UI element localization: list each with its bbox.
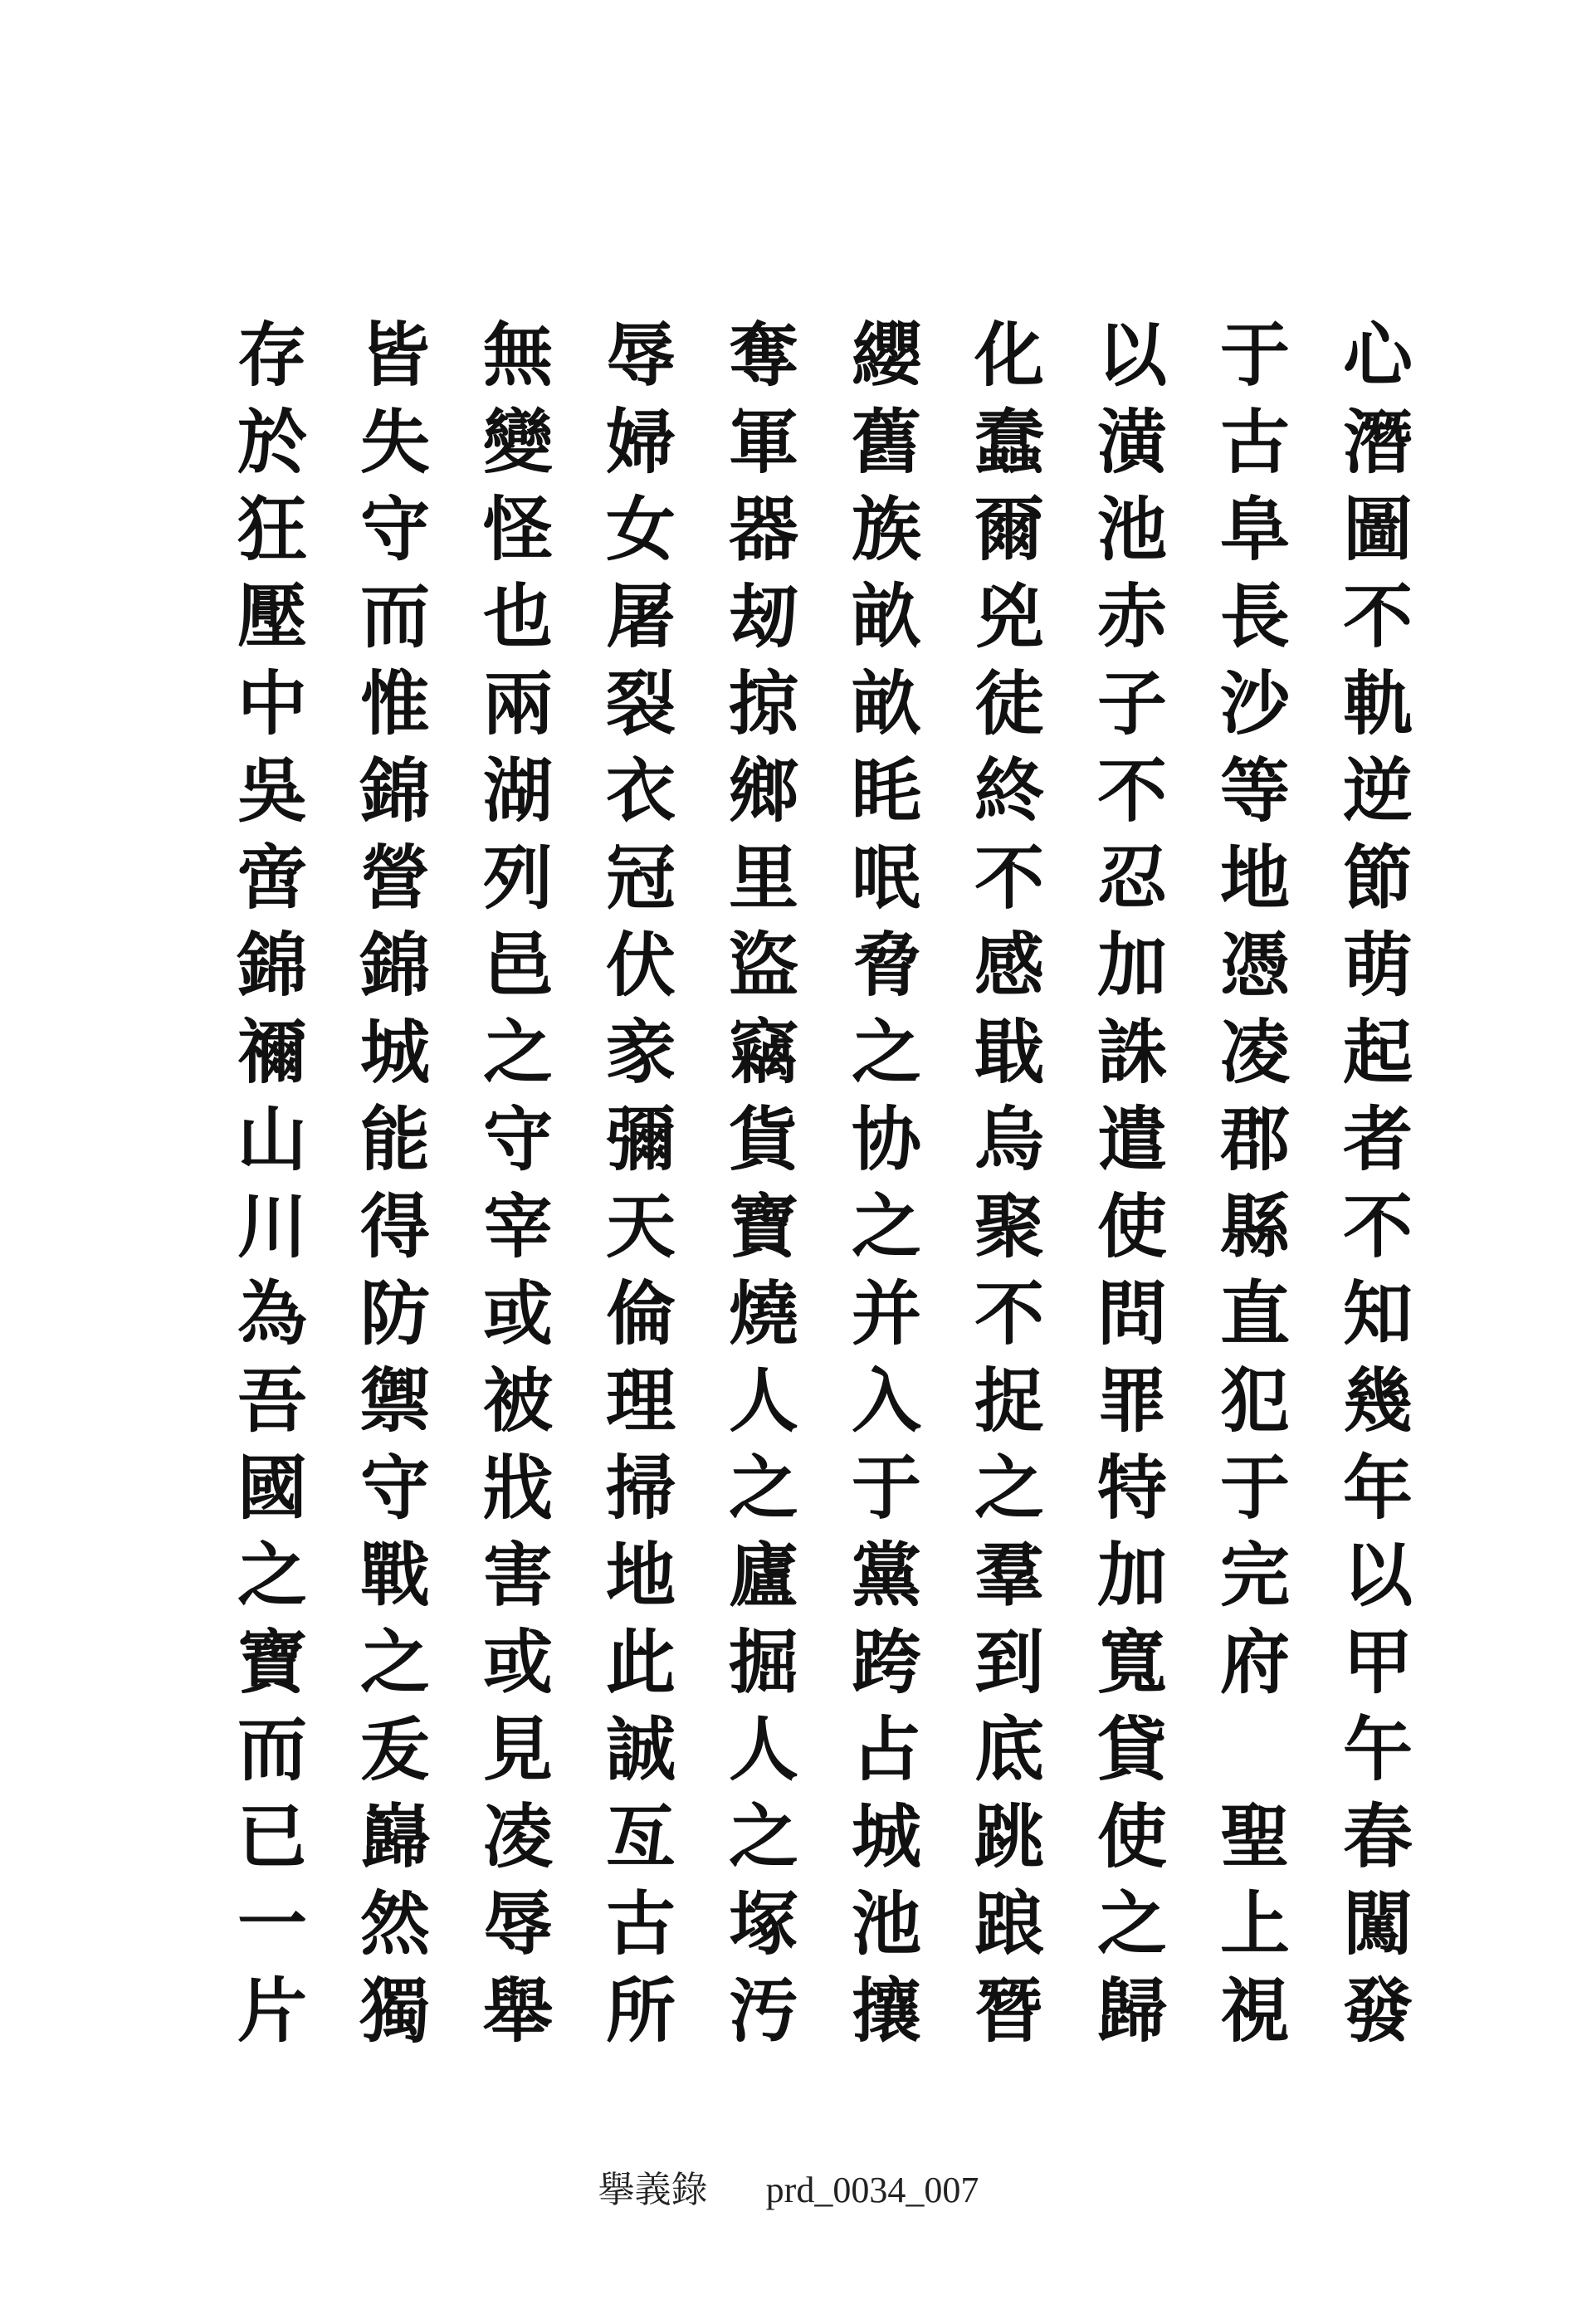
text-char: 地 <box>1219 837 1290 919</box>
text-char: 害 <box>482 1534 553 1616</box>
text-char: 豙 <box>605 1011 676 1093</box>
text-char: 存 <box>237 314 307 396</box>
text-char: 之 <box>482 1011 553 1093</box>
text-char: 貸 <box>1096 1708 1167 1790</box>
text-char: 天 <box>605 1185 676 1267</box>
text-char: 倫 <box>605 1272 676 1355</box>
text-char: 地 <box>605 1534 676 1616</box>
text-char: 變 <box>482 401 553 483</box>
text-char: 衣 <box>605 749 676 832</box>
text-char: 古 <box>605 1882 676 1965</box>
text-char: 加 <box>1096 924 1167 1006</box>
text-char: 犯 <box>1219 1360 1290 1442</box>
text-char: 宰 <box>482 1185 553 1267</box>
text-column-7 <box>583 311 699 2054</box>
text-char: 于 <box>1219 314 1290 396</box>
page-footer <box>0 2160 1577 2213</box>
text-char: 于 <box>851 1447 921 1529</box>
text-char: 錦 <box>237 924 307 1006</box>
text-char: 貨 <box>728 1098 798 1180</box>
text-char: 寶 <box>728 1185 798 1267</box>
text-char: 奪 <box>728 314 798 396</box>
text-char: 兩 <box>482 662 553 745</box>
text-char: 而 <box>237 1708 307 1790</box>
text-char: 鄉 <box>728 749 798 832</box>
text-char: 問 <box>1096 1272 1167 1355</box>
text-char: 之 <box>974 1447 1044 1529</box>
text-char: 狂 <box>237 488 307 570</box>
text-char: 直 <box>1219 1272 1290 1355</box>
text-char: 族 <box>851 488 921 570</box>
text-char: 盜 <box>728 924 798 1006</box>
text-char: 赤 <box>1096 575 1167 657</box>
text-char: 攘 <box>851 1970 921 2052</box>
text-char: 冠 <box>605 837 676 919</box>
text-char: 上 <box>1219 1882 1290 1965</box>
footer-code: prd_0034_007 <box>765 2170 979 2210</box>
text-char: 也 <box>482 575 553 657</box>
text-char: 蠢 <box>974 401 1044 483</box>
text-char: 人 <box>728 1360 798 1442</box>
text-column-9 <box>337 311 453 2054</box>
text-char: 終 <box>974 749 1044 832</box>
text-char: 之 <box>359 1621 430 1703</box>
text-char: 錦 <box>359 749 430 832</box>
text-char: 闖 <box>1342 1882 1413 1965</box>
text-char: 潢 <box>1096 401 1167 483</box>
text-char: 湖 <box>482 749 553 832</box>
text-char: 阜 <box>1219 488 1290 570</box>
text-char: 跳 <box>974 1795 1044 1877</box>
text-char: 之 <box>851 1185 921 1267</box>
text-char: 畝 <box>851 575 921 657</box>
text-char: 守 <box>359 1447 430 1529</box>
text-char: 聚 <box>974 1185 1044 1267</box>
text-char: 得 <box>359 1185 430 1267</box>
text-char: 川 <box>237 1185 307 1267</box>
text-char: 起 <box>1342 1011 1413 1093</box>
text-char: 黨 <box>851 1534 921 1616</box>
text-char: 誅 <box>1096 1011 1167 1093</box>
text-char: 廬 <box>728 1534 798 1616</box>
text-char: 占 <box>851 1708 921 1790</box>
text-char: 完 <box>1219 1534 1290 1616</box>
text-char: 汚 <box>728 1970 798 2052</box>
text-char: 凌 <box>1219 1011 1290 1093</box>
text-char: 凌 <box>482 1795 553 1877</box>
text-char: 能 <box>359 1098 430 1180</box>
text-char: 誠 <box>605 1708 676 1790</box>
text-char: 婦 <box>605 401 676 483</box>
text-char: 竊 <box>728 1011 798 1093</box>
text-char: 徒 <box>974 662 1044 745</box>
text-char: 戕 <box>482 1447 553 1529</box>
text-char: 禰 <box>237 1011 307 1093</box>
text-char: 到 <box>974 1621 1044 1703</box>
text-column-1 <box>1320 311 1436 2054</box>
text-char: 戢 <box>974 1011 1044 1093</box>
text-char: 爾 <box>974 488 1044 570</box>
text-char: 不 <box>1096 749 1167 832</box>
text-char: 羣 <box>974 1534 1044 1616</box>
text-char: 入 <box>851 1360 921 1442</box>
text-column-6 <box>706 311 822 2054</box>
text-char: 寬 <box>1096 1621 1167 1703</box>
text-char: 朁 <box>974 1970 1044 2052</box>
text-char: 失 <box>359 401 430 483</box>
text-char: 以 <box>1342 1534 1413 1616</box>
text-char: 此 <box>605 1621 676 1703</box>
text-char: 感 <box>974 924 1044 1006</box>
text-char: 使 <box>1096 1185 1167 1267</box>
text-char: 於 <box>237 401 307 483</box>
text-char: 被 <box>482 1360 553 1442</box>
text-char: 之 <box>1096 1882 1167 1965</box>
text-char: 之 <box>851 1011 921 1093</box>
text-char: 不 <box>974 837 1044 919</box>
text-char: 池 <box>851 1882 921 1965</box>
text-char: 理 <box>605 1360 676 1442</box>
text-char: 圖 <box>1342 488 1413 570</box>
text-char: 片 <box>237 1970 307 2052</box>
text-char: 皆 <box>359 314 430 396</box>
text-char: 忍 <box>1096 837 1167 919</box>
text-char: 為 <box>237 1272 307 1355</box>
text-char: 舉 <box>482 1970 553 2052</box>
text-char: 萌 <box>1342 924 1413 1006</box>
text-char: 刼 <box>728 575 798 657</box>
text-char: 等 <box>1219 749 1290 832</box>
text-char: 府 <box>1219 1621 1290 1703</box>
text-char: 池 <box>1096 488 1167 570</box>
text-char: 掘 <box>728 1621 798 1703</box>
text-char: 已 <box>237 1795 307 1877</box>
text-char: 协 <box>851 1098 921 1180</box>
text-char: 營 <box>359 837 430 919</box>
text-char: 纓 <box>851 314 921 396</box>
text-column-4 <box>951 311 1067 2054</box>
text-char: 軍 <box>728 401 798 483</box>
text-char: 特 <box>1096 1447 1167 1529</box>
text-char: 辱 <box>482 1882 553 1965</box>
text-char: 聖 <box>1219 1795 1290 1877</box>
text-char: 伏 <box>605 924 676 1006</box>
text-char: 底 <box>974 1708 1044 1790</box>
text-char: 化 <box>974 314 1044 396</box>
text-char <box>1197 1706 1313 1793</box>
text-char: 吾 <box>237 1360 307 1442</box>
text-char: 見 <box>482 1708 553 1790</box>
text-char: 捉 <box>974 1360 1044 1442</box>
text-char: 獨 <box>359 1970 430 2052</box>
text-char: 軌 <box>1342 662 1413 745</box>
text-char: 節 <box>1342 837 1413 919</box>
text-char: 無 <box>482 314 553 396</box>
text-char: 一 <box>237 1882 307 1965</box>
text-char: 長 <box>1219 575 1290 657</box>
text-char: 吳 <box>237 749 307 832</box>
text-char: 使 <box>1096 1795 1167 1877</box>
text-char: 不 <box>974 1272 1044 1355</box>
text-char: 燒 <box>728 1272 798 1355</box>
text-char: 眊 <box>851 749 921 832</box>
text-column-10 <box>214 311 330 2054</box>
text-char: 巋 <box>359 1795 430 1877</box>
text-char: 舊 <box>851 401 921 483</box>
text-char: 亙 <box>605 1795 676 1877</box>
text-char: 或 <box>482 1272 553 1355</box>
text-char: 呡 <box>851 837 921 919</box>
text-char: 掠 <box>728 662 798 745</box>
text-column-5 <box>828 311 945 2054</box>
text-char: 邑 <box>482 924 553 1006</box>
text-char: 城 <box>851 1795 921 1877</box>
text-char: 畝 <box>851 662 921 745</box>
text-char: 知 <box>1342 1272 1413 1355</box>
text-char: 壓 <box>237 575 307 657</box>
text-char: 女 <box>605 488 676 570</box>
vertical-text-block <box>208 311 1436 2116</box>
text-char: 山 <box>237 1098 307 1180</box>
text-char: 跨 <box>851 1621 921 1703</box>
text-char: 烏 <box>974 1098 1044 1180</box>
text-char: 所 <box>605 1970 676 2052</box>
footer-title: 擧義錄 <box>598 2170 708 2210</box>
text-char: 之 <box>237 1534 307 1616</box>
text-char: 防 <box>359 1272 430 1355</box>
text-char: 里 <box>728 837 798 919</box>
text-char: 人 <box>728 1708 798 1790</box>
text-char: 脅 <box>851 924 921 1006</box>
text-char: 國 <box>237 1447 307 1529</box>
text-char: 踉 <box>974 1882 1044 1965</box>
text-char: 列 <box>482 837 553 919</box>
text-char: 器 <box>728 488 798 570</box>
text-column-3 <box>1074 311 1190 2054</box>
text-char: 春 <box>1342 1795 1413 1877</box>
text-column-2 <box>1197 311 1313 2054</box>
text-char: 午 <box>1342 1708 1413 1790</box>
text-char: 裂 <box>605 662 676 745</box>
text-char: 戰 <box>359 1534 430 1616</box>
text-char: 潛 <box>1342 401 1413 483</box>
text-char: 年 <box>1342 1447 1413 1529</box>
text-char: 郡 <box>1219 1098 1290 1180</box>
text-char: 塚 <box>728 1882 798 1965</box>
text-char: 寶 <box>237 1621 307 1703</box>
text-char: 不 <box>1342 575 1413 657</box>
text-char: 辱 <box>605 314 676 396</box>
text-char: 之 <box>728 1795 798 1877</box>
text-char: 城 <box>359 1011 430 1093</box>
text-char: 子 <box>1096 662 1167 745</box>
text-char: 掃 <box>605 1447 676 1529</box>
text-char: 發 <box>1342 1970 1413 2052</box>
text-char: 怪 <box>482 488 553 570</box>
text-char: 沙 <box>1219 662 1290 745</box>
text-char: 于 <box>1219 1447 1290 1529</box>
text-char: 兇 <box>974 575 1044 657</box>
text-char: 中 <box>237 662 307 745</box>
text-char: 屠 <box>605 575 676 657</box>
text-char: 心 <box>1342 314 1413 396</box>
text-char: 逆 <box>1342 749 1413 832</box>
text-char: 然 <box>359 1882 430 1965</box>
text-char: 縣 <box>1219 1185 1290 1267</box>
text-char: 錦 <box>359 924 430 1006</box>
text-char: 罪 <box>1096 1360 1167 1442</box>
text-char: 甲 <box>1342 1621 1413 1703</box>
text-char: 以 <box>1096 314 1167 396</box>
text-char: 視 <box>1219 1970 1290 2052</box>
text-char: 守 <box>359 488 430 570</box>
text-char: 古 <box>1219 401 1290 483</box>
text-char: 而 <box>359 575 430 657</box>
text-char: 并 <box>851 1272 921 1355</box>
text-char: 之 <box>728 1447 798 1529</box>
text-char: 惟 <box>359 662 430 745</box>
text-char: 憑 <box>1219 924 1290 1006</box>
text-char: 或 <box>482 1621 553 1703</box>
text-char: 守 <box>482 1098 553 1180</box>
text-column-8 <box>460 311 576 2054</box>
text-char: 遣 <box>1096 1098 1167 1180</box>
text-char: 加 <box>1096 1534 1167 1616</box>
text-char: 叐 <box>359 1708 430 1790</box>
text-char: 彌 <box>605 1098 676 1180</box>
text-char: 者 <box>1342 1098 1413 1180</box>
text-char: 不 <box>1342 1185 1413 1267</box>
text-char: 幾 <box>1342 1360 1413 1442</box>
text-char: 歸 <box>1096 1970 1167 2052</box>
text-char: 啻 <box>237 837 307 919</box>
text-char: 禦 <box>359 1360 430 1442</box>
